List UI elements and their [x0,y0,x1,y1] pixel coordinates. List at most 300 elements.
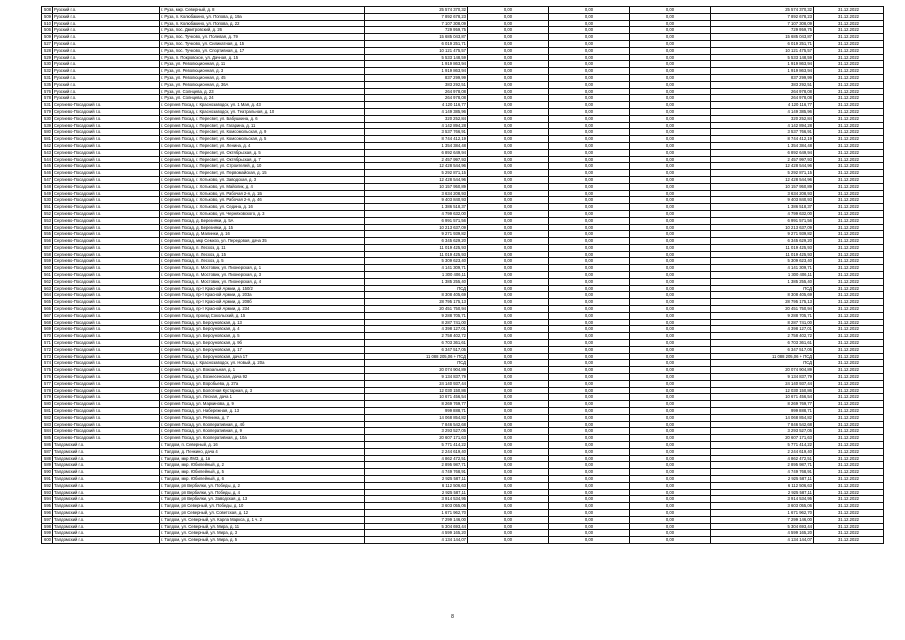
date-cell: 31.12.2022 [814,455,884,462]
address-cell: г. Руза, п. Колюбакино, ул. Попова, д. 19а [160,13,365,20]
remaining-amount-cell: 10 121 475,57 [711,47,814,54]
zero-amount-cell: 0,00 [630,210,711,217]
zero-amount-cell: 0,00 [468,333,549,340]
zero-amount-cell: 0,00 [468,272,549,279]
capital-repair-table [41,6,884,544]
zero-amount-cell: 0,00 [549,401,630,408]
date-cell: 31.12.2022 [814,285,884,292]
address-cell: г. Сергиев Посад, ул. Бероуновская, д. 9б [160,340,365,347]
total-amount-cell: 3 293 527,05 [365,428,468,435]
remaining-amount-cell: 2 244 619,40 [711,448,814,455]
zero-amount-cell: 0,00 [468,421,549,428]
municipality-cell: Сергиево-Посадский г.о. [53,102,160,109]
zero-amount-cell: 0,00 [549,68,630,75]
table-row [42,176,884,183]
municipality-cell: Сергиево-Посадский г.о. [53,244,160,251]
address-cell: г. Сергиев Посад, ул. Лесная, дача 1 [160,394,365,401]
zero-amount-cell: 0,00 [468,326,549,333]
remaining-amount-cell: 837 299,99 [711,74,814,81]
total-amount-cell: 1 300 406,11 [365,272,468,279]
zero-amount-cell: 0,00 [468,258,549,265]
total-amount-cell: 12 428 544,96 [365,163,468,170]
address-cell: г. Сергиев Посад, г. Хотьково, ул. Майолик, д. 4 [160,183,365,190]
row-number: 508 [42,7,53,14]
zero-amount-cell: 0,00 [630,503,711,510]
address-cell: г. Сергиев Посад, г. Хотьково, ул. Черняховского, д. 3 [160,210,365,217]
total-amount-cell: 3 634 208,93 [365,190,468,197]
zero-amount-cell: 0,00 [630,27,711,34]
zero-amount-cell: 0,00 [549,380,630,387]
municipality-cell: Сергиево-Посадский г.о. [53,210,160,217]
zero-amount-cell: 0,00 [549,244,630,251]
total-amount-cell: 11 019 425,93 [365,244,468,251]
zero-amount-cell: 0,00 [468,108,549,115]
municipality-cell: Сергиево-Посадский г.о. [53,394,160,401]
table-row [42,475,884,482]
table-row [42,217,884,224]
zero-amount-cell: 0,00 [468,523,549,530]
date-cell: 31.12.2022 [814,149,884,156]
date-cell: 31.12.2022 [814,129,884,136]
zero-amount-cell: 0,00 [549,394,630,401]
municipality-cell: Сергиево-Посадский г.о. [53,136,160,143]
row-number: 573 [42,353,53,360]
table-row [42,61,884,68]
zero-amount-cell: 0,00 [630,469,711,476]
table-row [42,346,884,353]
row-number: 576 [42,88,53,95]
table-row [42,353,884,360]
zero-amount-cell: 0,00 [630,136,711,143]
municipality-cell: Талдомский г.о. [53,469,160,476]
address-cell: г. Руза, ул. Солнцева, д. 24 [160,95,365,102]
row-number: 535 [42,81,53,88]
zero-amount-cell: 0,00 [549,537,630,544]
remaining-amount-cell: ПСД [711,285,814,292]
zero-amount-cell: 0,00 [468,469,549,476]
remaining-amount-cell: 28 795 175,13 [711,299,814,306]
table-row [42,312,884,319]
date-cell: 31.12.2022 [814,108,884,115]
table-row [42,285,884,292]
total-amount-cell: 10 157 950,89 [365,183,468,190]
row-number: 590 [42,469,53,476]
row-number: 579 [42,108,53,115]
zero-amount-cell: 0,00 [549,34,630,41]
municipality-cell: Сергиево-Посадский г.о. [53,129,160,136]
zero-amount-cell: 0,00 [468,176,549,183]
table-row [42,435,884,442]
zero-amount-cell: 0,00 [549,333,630,340]
zero-amount-cell: 0,00 [468,183,549,190]
table-row [42,54,884,61]
total-amount-cell: 1 385 255,40 [365,278,468,285]
address-cell: г. Талдом, мкр. Юбилейный, д. 2 [160,462,365,469]
remaining-amount-cell: 1 671 962,70 [711,509,814,516]
table-row [42,47,884,54]
address-cell: г. Сергиев Посад, ул. Воробьева, д. 27а [160,380,365,387]
zero-amount-cell: 0,00 [468,7,549,14]
table-row [42,428,884,435]
total-amount-cell: 2 895 987,71 [365,462,468,469]
total-amount-cell: 4 862 472,51 [365,455,468,462]
address-cell: г. Сергиев Посад, ул. Вокзальная, д. 1 [160,367,365,374]
zero-amount-cell: 0,00 [468,27,549,34]
zero-amount-cell: 0,00 [549,265,630,272]
date-cell: 31.12.2022 [814,435,884,442]
zero-amount-cell: 0,00 [549,102,630,109]
row-number: 591 [42,475,53,482]
remaining-amount-cell: 729 959,75 [711,27,814,34]
zero-amount-cell: 0,00 [630,421,711,428]
address-cell: г. Руза, ул. Революционная, д. 45 [160,74,365,81]
zero-amount-cell: 0,00 [549,496,630,503]
zero-amount-cell: 0,00 [549,122,630,129]
date-cell: 31.12.2022 [814,489,884,496]
municipality-cell: Сергиево-Посадский г.о. [53,435,160,442]
table-row [42,278,884,285]
zero-amount-cell: 0,00 [630,428,711,435]
zero-amount-cell: 0,00 [549,387,630,394]
zero-amount-cell: 0,00 [549,299,630,306]
row-number: 589 [42,462,53,469]
municipality-cell: Рузский г.о. [53,34,160,41]
total-amount-cell: 5 309 623,40 [365,258,468,265]
date-cell: 31.12.2022 [814,244,884,251]
address-cell: г. Руза, пос. Тучково, ул. Спортивная, д. 17 [160,47,365,54]
remaining-amount-cell: 2 758 402,72 [711,333,814,340]
municipality-cell: Талдомский г.о. [53,455,160,462]
row-number: 532 [42,68,53,75]
zero-amount-cell: 0,00 [468,530,549,537]
zero-amount-cell: 0,00 [468,102,549,109]
total-amount-cell: ПСД [365,285,468,292]
zero-amount-cell: 0,00 [468,204,549,211]
zero-amount-cell: 0,00 [630,47,711,54]
total-amount-cell: 2 758 402,72 [365,333,468,340]
address-cell: г. Талдом, д. Пенкино, дача 4 [160,448,365,455]
table-row [42,340,884,347]
zero-amount-cell: 0,00 [468,374,549,381]
row-number: 577 [42,380,53,387]
address-cell: г. Талдом, рп Северный, ул. Советская, д. 12 [160,509,365,516]
zero-amount-cell: 0,00 [468,537,549,544]
row-number: 546 [42,170,53,177]
date-cell: 31.12.2022 [814,509,884,516]
date-cell: 31.12.2022 [814,537,884,544]
total-amount-cell: 9 288 705,71 [365,312,468,319]
row-number: 578 [42,95,53,102]
remaining-amount-cell: 6 991 571,56 [711,217,814,224]
zero-amount-cell: 0,00 [630,489,711,496]
row-number: 585 [42,435,53,442]
zero-amount-cell: 0,00 [549,61,630,68]
zero-amount-cell: 0,00 [468,509,549,516]
table-row [42,496,884,503]
date-cell: 31.12.2022 [814,163,884,170]
address-cell: г. Талдом, мкр. Юбилейный, д. 5 [160,469,365,476]
zero-amount-cell: 0,00 [630,95,711,102]
municipality-cell: Талдомский г.о. [53,530,160,537]
zero-amount-cell: 0,00 [630,20,711,27]
total-amount-cell: 25 574 370,32 [365,7,468,14]
zero-amount-cell: 0,00 [549,163,630,170]
row-number: 553 [42,217,53,224]
zero-amount-cell: 0,00 [630,360,711,367]
zero-amount-cell: 0,00 [468,231,549,238]
zero-amount-cell: 0,00 [468,13,549,20]
total-amount-cell: 2 457 997,93 [365,156,468,163]
zero-amount-cell: 0,00 [468,244,549,251]
remaining-amount-cell: 6 345 629,20 [711,238,814,245]
zero-amount-cell: 0,00 [630,312,711,319]
zero-amount-cell: 0,00 [468,74,549,81]
municipality-cell: Рузский г.о. [53,54,160,61]
zero-amount-cell: 0,00 [468,462,549,469]
address-cell: г. Сергиев Посад, г. Пересвет, ул. Ленина, д. 4 [160,142,365,149]
address-cell: г. Сергиев Посад, г. Пересвет, ул. Октябрьская, д. 5 [160,149,365,156]
municipality-cell: Рузский г.о. [53,81,160,88]
table-row [42,523,884,530]
zero-amount-cell: 0,00 [630,285,711,292]
zero-amount-cell: 0,00 [549,414,630,421]
remaining-amount-cell: 9 271 939,82 [711,231,814,238]
address-cell: г. Сергиев Посад, г. Пересвет, ул. Бабушкина, д. 6 [160,115,365,122]
address-cell: г. Сергиев Посад, ул. Бероуновская, д. 5 [160,333,365,340]
remaining-amount-cell: 1 919 863,94 [711,61,814,68]
zero-amount-cell: 0,00 [630,414,711,421]
row-number: 528 [42,47,53,54]
zero-amount-cell: 0,00 [549,258,630,265]
remaining-amount-cell: 4 599 165,20 [711,530,814,537]
total-amount-cell: 4 799 632,00 [365,210,468,217]
address-cell: г. Сергиев Посад, г. Пересвет, ул. Гагарина, д. 11 [160,122,365,129]
zero-amount-cell: 0,00 [630,306,711,313]
total-amount-cell: 1 386 518,37 [365,204,468,211]
zero-amount-cell: 0,00 [468,265,549,272]
date-cell: 31.12.2022 [814,462,884,469]
zero-amount-cell: 0,00 [549,217,630,224]
zero-amount-cell: 0,00 [468,197,549,204]
zero-amount-cell: 0,00 [630,353,711,360]
date-cell: 31.12.2022 [814,306,884,313]
municipality-cell: Сергиево-Посадский г.о. [53,258,160,265]
table-row [42,503,884,510]
table-row [42,210,884,217]
zero-amount-cell: 0,00 [468,414,549,421]
zero-amount-cell: 0,00 [630,68,711,75]
table-row [42,170,884,177]
address-cell: г. Талдом, мкр. Юбилейный, д. 6 [160,475,365,482]
zero-amount-cell: 0,00 [630,537,711,544]
zero-amount-cell: 0,00 [549,292,630,299]
zero-amount-cell: 0,00 [630,380,711,387]
zero-amount-cell: 0,00 [549,136,630,143]
zero-amount-cell: 0,00 [630,183,711,190]
municipality-cell: Сергиево-Посадский г.о. [53,306,160,313]
zero-amount-cell: 0,00 [630,102,711,109]
table-row [42,197,884,204]
row-number: 581 [42,408,53,415]
table-row [42,251,884,258]
remaining-amount-cell: 3 293 527,05 [711,428,814,435]
remaining-amount-cell: 3 914 534,95 [711,496,814,503]
zero-amount-cell: 0,00 [549,7,630,14]
date-cell: 31.12.2022 [814,34,884,41]
municipality-cell: Сергиево-Посадский г.о. [53,428,160,435]
total-amount-cell: 10 213 637,09 [365,224,468,231]
zero-amount-cell: 0,00 [549,319,630,326]
municipality-cell: Рузский г.о. [53,95,160,102]
zero-amount-cell: 0,00 [468,312,549,319]
municipality-cell: Сергиево-Посадский г.о. [53,217,160,224]
zero-amount-cell: 0,00 [549,523,630,530]
date-cell: 31.12.2022 [814,482,884,489]
municipality-cell: Рузский г.о. [53,40,160,47]
row-number: 506 [42,27,53,34]
zero-amount-cell: 0,00 [549,156,630,163]
address-cell: г. Сергиев Посад, г. Пересвет, ул. Комсомольская, д. 9 [160,129,365,136]
zero-amount-cell: 0,00 [549,326,630,333]
municipality-cell: Сергиево-Посадский г.о. [53,224,160,231]
row-number: 529 [42,54,53,61]
zero-amount-cell: 0,00 [549,74,630,81]
zero-amount-cell: 0,00 [468,122,549,129]
address-cell: г. Сергиев Посад, г. Хотьково, ул. Седина, д. 16 [160,204,365,211]
row-number: 545 [42,163,53,170]
municipality-cell: Рузский г.о. [53,74,160,81]
remaining-amount-cell: 20 607 171,63 [711,435,814,442]
municipality-cell: Сергиево-Посадский г.о. [53,108,160,115]
zero-amount-cell: 0,00 [549,530,630,537]
municipality-cell: Сергиево-Посадский г.о. [53,122,160,129]
zero-amount-cell: 0,00 [549,435,630,442]
zero-amount-cell: 0,00 [468,61,549,68]
total-amount-cell: 264 978,08 [365,95,468,102]
date-cell: 31.12.2022 [814,95,884,102]
table-row [42,380,884,387]
table-row [42,238,884,245]
date-cell: 31.12.2022 [814,27,884,34]
total-amount-cell: 6 112 506,63 [365,482,468,489]
zero-amount-cell: 0,00 [630,516,711,523]
municipality-cell: Сергиево-Посадский г.о. [53,238,160,245]
zero-amount-cell: 0,00 [630,204,711,211]
zero-amount-cell: 0,00 [549,95,630,102]
zero-amount-cell: 0,00 [468,299,549,306]
date-cell: 31.12.2022 [814,20,884,27]
zero-amount-cell: 0,00 [630,475,711,482]
zero-amount-cell: 0,00 [549,306,630,313]
row-number: 566 [42,306,53,313]
zero-amount-cell: 0,00 [630,108,711,115]
zero-amount-cell: 0,00 [630,149,711,156]
date-cell: 31.12.2022 [814,170,884,177]
zero-amount-cell: 0,00 [630,272,711,279]
address-cell: г. Талдом, п. Северный, д. 16 [160,442,365,449]
total-amount-cell: 8 269 769,77 [365,401,468,408]
remaining-amount-cell: 4 141 309,71 [711,265,814,272]
row-number: 583 [42,421,53,428]
address-cell: г. Сергиев Посад, п. Мостовик, ул. Пионерская, д. 1 [160,265,365,272]
zero-amount-cell: 0,00 [468,516,549,523]
total-amount-cell: 12 428 544,96 [365,176,468,183]
address-cell: г. Сергиев Посад, пр-т Красной Армии, д. 234 [160,306,365,313]
row-number: 593 [42,489,53,496]
table-row [42,462,884,469]
date-cell: 31.12.2022 [814,74,884,81]
municipality-cell: Рузский г.о. [53,13,160,20]
zero-amount-cell: 0,00 [468,40,549,47]
zero-amount-cell: 0,00 [630,462,711,469]
date-cell: 31.12.2022 [814,442,884,449]
total-amount-cell: 7 846 542,68 [365,421,468,428]
table-row [42,272,884,279]
municipality-cell: Рузский г.о. [53,47,160,54]
total-amount-cell: 4 120 116,77 [365,102,468,109]
date-cell: 31.12.2022 [814,136,884,143]
zero-amount-cell: 0,00 [468,156,549,163]
municipality-cell: Рузский г.о. [53,61,160,68]
date-cell: 31.12.2022 [814,122,884,129]
date-cell: 31.12.2022 [814,88,884,95]
total-amount-cell: 264 978,08 [365,88,468,95]
date-cell: 31.12.2022 [814,387,884,394]
remaining-amount-cell: 10 213 637,09 [711,224,814,231]
municipality-cell: Сергиево-Посадский г.о. [53,197,160,204]
row-number: 594 [42,496,53,503]
total-amount-cell: 24 140 937,44 [365,380,468,387]
zero-amount-cell: 0,00 [468,292,549,299]
row-number: 530 [42,61,53,68]
row-number: 509 [42,34,53,41]
date-cell: 31.12.2022 [814,333,884,340]
row-number: 563 [42,285,53,292]
row-number: 552 [42,210,53,217]
total-amount-cell: 4 134 144,07 [365,537,468,544]
remaining-amount-cell: 11 019 425,93 [711,244,814,251]
zero-amount-cell: 0,00 [549,455,630,462]
date-cell: 31.12.2022 [814,448,884,455]
municipality-cell: Сергиево-Посадский г.о. [53,333,160,340]
date-cell: 31.12.2022 [814,210,884,217]
row-number: 579 [42,394,53,401]
remaining-amount-cell: ПСД [711,360,814,367]
remaining-amount-cell: 6 892 649,94 [711,149,814,156]
zero-amount-cell: 0,00 [630,367,711,374]
row-number: 560 [42,265,53,272]
table-row [42,102,884,109]
table-row [42,408,884,415]
zero-amount-cell: 0,00 [549,238,630,245]
municipality-cell: Сергиево-Посадский г.о. [53,380,160,387]
zero-amount-cell: 0,00 [468,442,549,449]
table-row [42,469,884,476]
row-number: 588 [42,455,53,462]
table-row [42,88,884,95]
table-row [42,319,884,326]
row-number: 584 [42,428,53,435]
zero-amount-cell: 0,00 [630,340,711,347]
table-row [42,149,884,156]
zero-amount-cell: 0,00 [549,20,630,27]
address-cell: г. Руза, ул. Революционная, д. 3 [160,68,365,75]
table-row [42,13,884,20]
date-cell: 31.12.2022 [814,408,884,415]
zero-amount-cell: 0,00 [549,442,630,449]
zero-amount-cell: 0,00 [549,27,630,34]
zero-amount-cell: 0,00 [468,142,549,149]
